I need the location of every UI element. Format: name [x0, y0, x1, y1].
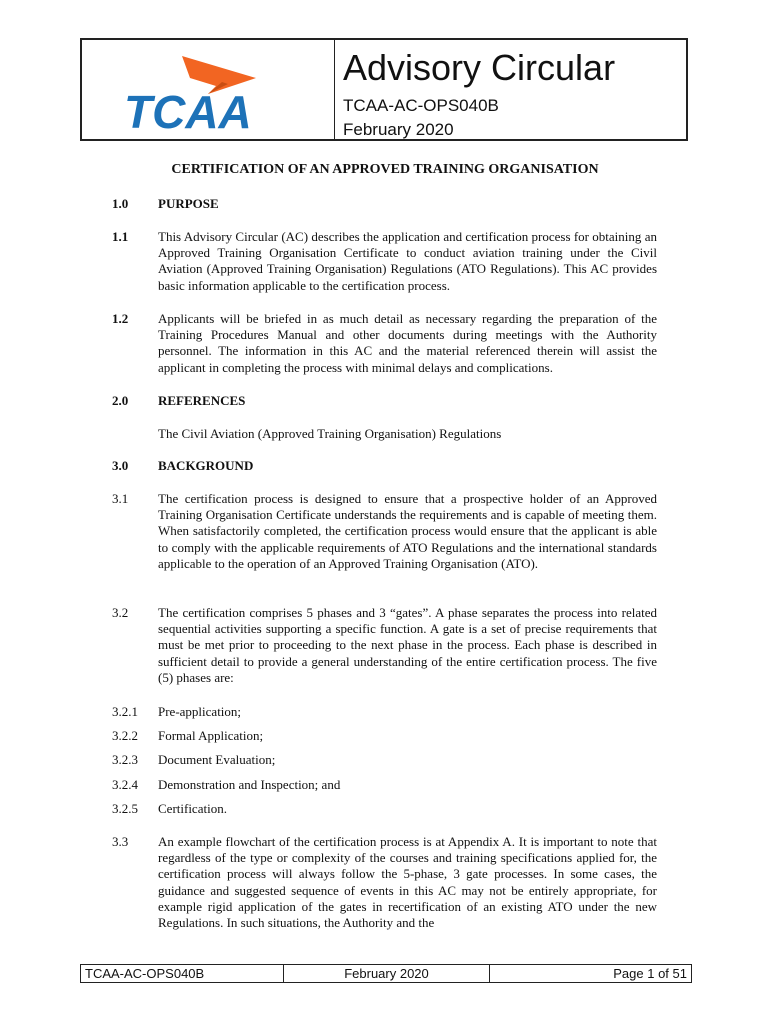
section-text: Applicants will be briefed in as much detail as necessary regarding the preparation of the Training Procedures Manual and other documents during meetings with the Authority personnel. The information in this AC and the material referenced therein will assist the applicant in completing the process with minimal delays and complications.: [158, 311, 657, 375]
section-text: The certification comprises 5 phases and 3 “gates”. A phase separates the process into related sequential activities supporting a specific function. A gate is a set of precise requirements that must be met prior to proceeding to the next phase in the process. Each phase is described in sufficient detail to provide a general understanding of the entire certification process. The five (5) phases are:: [158, 605, 657, 685]
section-text: Certification.: [158, 801, 227, 816]
section-text: The certification process is designed to ensure that a prospective holder of an Approved Training Organisation Certificate understands the requirements and is capable of meeting them. When satisfactorily completed, the certification process would ensure that the applicant is able to comply with the applicable requirements of ATO Regulations and the international standards applicable to the operation of an Approved Training Organisation (ATO).: [158, 491, 657, 571]
section-text: This Advisory Circular (AC) describes the application and certification process for obtaining an Approved Training Organisation Certificate to conduct aviation training under the Civil Aviation (Approved Training Organisation) Regulations (ATO Regulations). This AC provides basic information applicable to the certification process.: [158, 229, 657, 293]
section-text: An example flowchart of the certification process is at Appendix A. It is important to note that regardless of the type or complexity of the courses and training specifications applied for, the certification process will always follow the 5-phase, 3 gate processes. In some cases, the guidance and suggested sequence of events in this AC may not be entirely appropriate, for example rigid application of the gates in recertification of an existing ATO under the new Regulations. In such situations, the Authority and the: [158, 834, 657, 931]
section-number: 3.2: [112, 605, 129, 620]
footer-page-number: Page 1 of 51: [489, 965, 691, 982]
tcaa-logo: [124, 48, 264, 136]
logo-text: TCAA: [124, 86, 252, 136]
section-number: 3.0: [112, 458, 129, 473]
footer-date: February 2020: [283, 965, 489, 982]
section-text: Formal Application;: [158, 728, 264, 743]
section-text: Pre-application;: [158, 704, 242, 719]
section-number: 3.2.1: [112, 704, 138, 719]
section-number: 3.3: [112, 834, 129, 849]
page-footer: [80, 964, 692, 983]
section-text: Document Evaluation;: [158, 752, 276, 767]
section-number: 3.2.4: [112, 777, 138, 792]
logo-cell: [82, 40, 335, 139]
doc-title: Advisory Circular: [343, 47, 616, 88]
section-text: PURPOSE: [158, 196, 219, 211]
section-number: 3.1: [112, 491, 129, 506]
section-text: BACKGROUND: [158, 458, 254, 473]
header-box: [80, 38, 688, 141]
section-number: 2.0: [112, 393, 129, 408]
section-number: 3.2.2: [112, 728, 138, 743]
section-text: The Civil Aviation (Approved Training Organisation) Regulations: [158, 426, 502, 441]
section-number: 3.2.5: [112, 801, 138, 816]
section-text: REFERENCES: [158, 393, 246, 408]
doc-date: February 2020: [343, 120, 454, 139]
footer-doc-id: TCAA-AC-OPS040B: [85, 966, 205, 981]
section-number: 1.0: [112, 196, 129, 211]
section-number: 1.2: [112, 311, 129, 326]
section-number: 3.2.3: [112, 752, 138, 767]
doc-id: TCAA-AC-OPS040B: [343, 96, 499, 115]
main-title: CERTIFICATION OF AN APPROVED TRAINING ORGANISATION: [171, 162, 599, 177]
section-number: 1.1: [112, 229, 129, 244]
section-text: Demonstration and Inspection; and: [158, 777, 341, 792]
title-cell: [335, 40, 686, 139]
